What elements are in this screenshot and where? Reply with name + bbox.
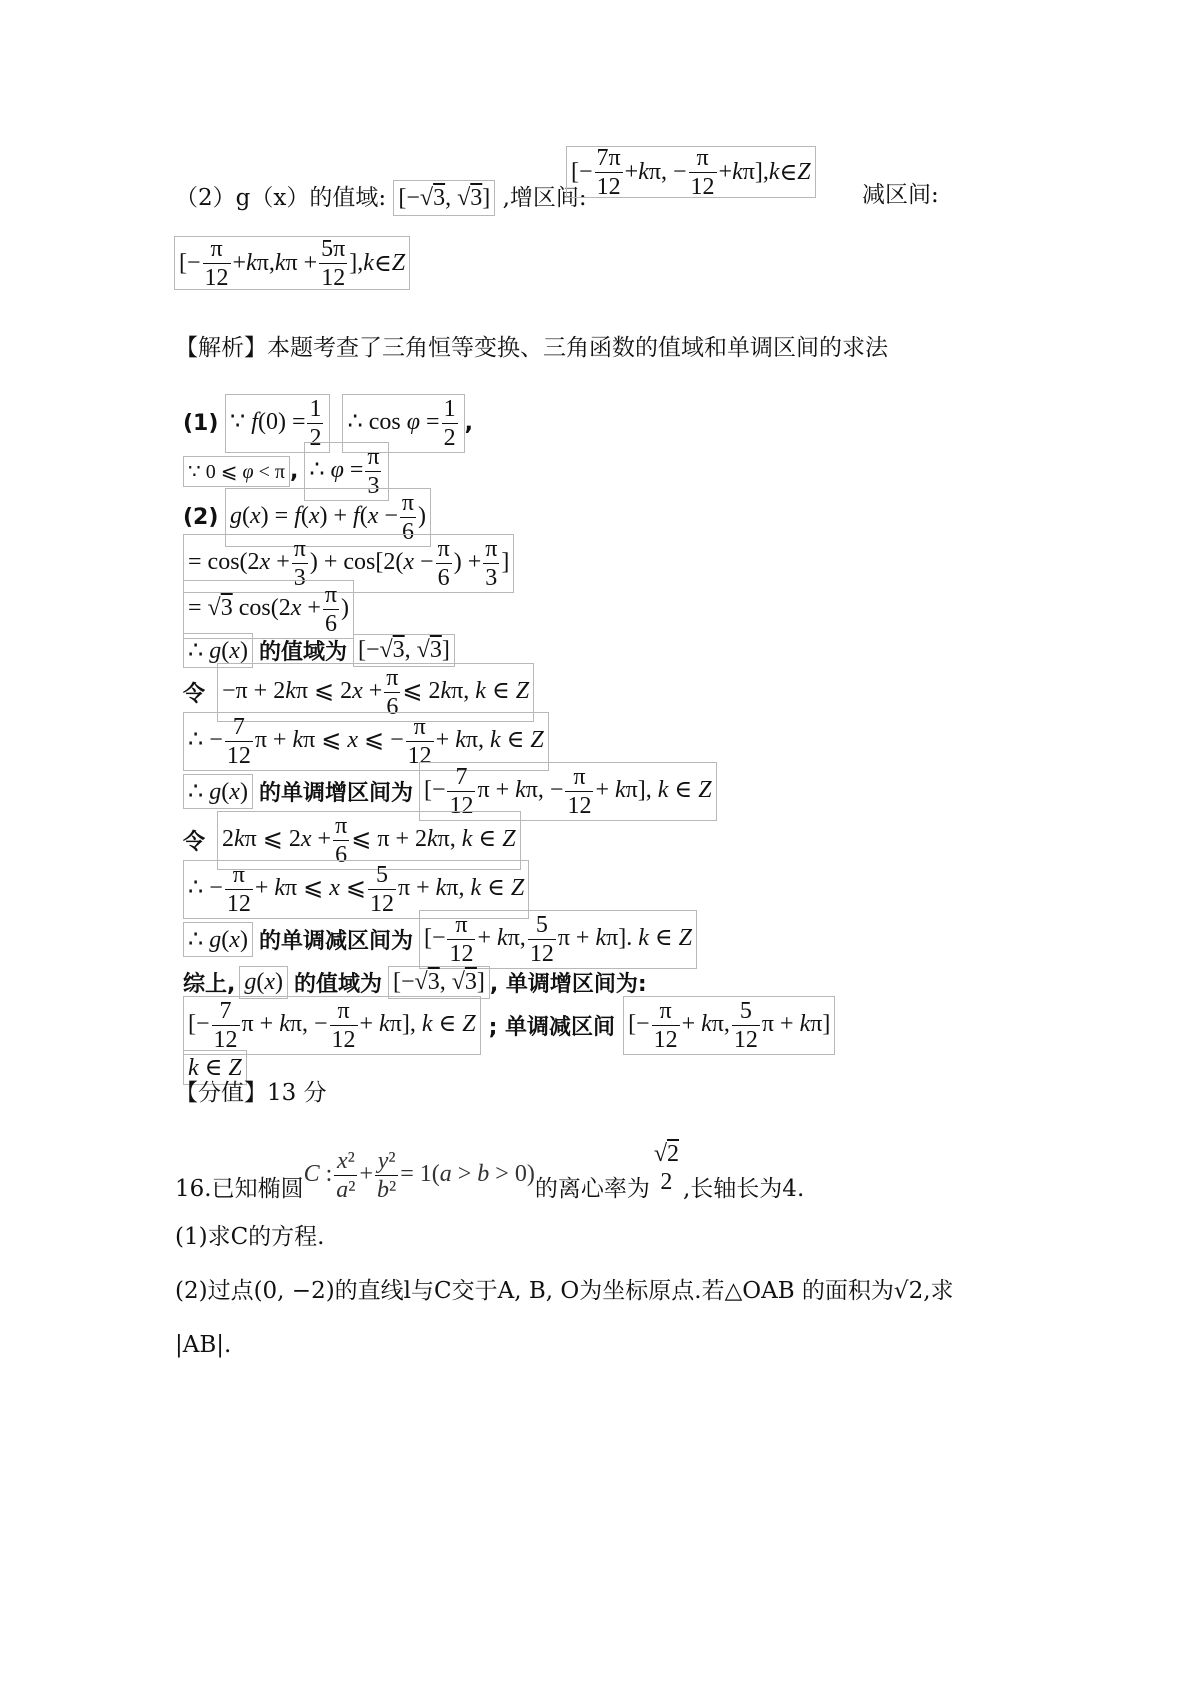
q16-part2: (2)过点(0, −2)的直线l与C交于A, B, O为坐标原点.若△OAB 的面积为√2,求 xyxy=(175,1278,954,1304)
solution-line-12: ∴ g(x) 的单调减区间为 [− $\frac{\pi}{12}$ + kπ, $\frac{5}{12}$ π + kπ]. k ∈ Z xyxy=(183,914,883,964)
inc-label: ,增区间: xyxy=(502,185,587,211)
solution-line-15: k ∈ Z xyxy=(183,1050,883,1084)
dec-interval-box: [− $\frac{\pi}{12}$ + k π, k π + $\frac{5\pi}{12}$ ], k ∈ Z xyxy=(174,236,410,290)
solution-line-4: = cos(2x + $\frac{\pi}{3}$ ) + cos[2(x − $\frac{\pi}{6}$ ) + $\frac{\pi}{3}$ ] xyxy=(183,540,883,586)
solution-line-11: ∴ − $\frac{\pi}{12}$ + kπ ⩽ x ⩽ $\frac{5}{12}$ π + kπ, k ∈ Z xyxy=(183,864,883,914)
solution-line-3: (2) g(x) = f(x) + f(x − $\frac{\pi}{6}$ ) xyxy=(183,494,883,540)
range-label: （2）g（x）的值域: xyxy=(175,185,387,211)
solution-line-14: [− $\frac{7}{12}$ π + kπ, − $\frac{\pi}{12}$ + kπ], k ∈ Z ; 单调减区间 [− $\frac{\pi}{12}$ + kπ, $\frac{5}{12}$ π + kπ] xyxy=(183,1000,883,1050)
solution-line-5: = √3 cos(2x + $\frac{\pi}{6}$ ) xyxy=(183,586,883,632)
analysis-heading: 【解析】本题考查了三角恒等变换、三角函数的值域和单调区间的求法 xyxy=(175,335,888,361)
score: 【分值】13 分 xyxy=(175,1080,327,1106)
analysis-solution xyxy=(183,395,883,1084)
range-box: [−√3, √3] xyxy=(393,180,495,216)
inc-interval-box: [− $\frac{7\pi}{12}$ + k π, − $\frac{\pi}{12}$ + k π], k ∈ Z xyxy=(566,146,816,198)
q16-part2-cont: |AB|. xyxy=(175,1332,232,1358)
q16-stem: 16.已知椭圆 C : $\frac{\text{x²}}{\text{a²}}$ + $\frac{\text{y²}}{\text{b²}}$ = 1(a > b > 0) 的离心率为 √2 2 ,长轴长为4. xyxy=(175,1141,805,1203)
solution-line-8: ∴ − $\frac{7}{12}$ π + kπ ⩽ x ⩽ − $\frac{\pi}{12}$ + kπ, k ∈ Z xyxy=(183,716,883,766)
solution-line-13: 综上, g(x) 的值域为 [−√3, √3] , 单调增区间为: xyxy=(183,964,883,1000)
solution-line-6: ∴ g(x) 的值域为 [−√3, √3] xyxy=(183,632,883,668)
dec-label: 减区间: xyxy=(862,182,939,208)
solution-line-2: ∵ 0 ⩽ φ < π , ∴ φ = $\frac{\pi}{3}$ xyxy=(183,448,883,494)
solution-line-9: ∴ g(x) 的单调增区间为 [− $\frac{7}{12}$ π + kπ, − $\frac{\pi}{12}$ + kπ], k ∈ Z xyxy=(183,766,883,816)
solution-line-1: (1) ∵ f(0) = $\frac{1}{2}$ ∴ cos φ = $\frac{1}{2}$ , xyxy=(183,395,473,451)
solution-line-7: 令 −π + 2kπ ⩽ 2x + $\frac{\pi}{6}$ ⩽ 2kπ, k ∈ Z xyxy=(183,668,883,716)
solution-line-10: 令 2kπ ⩽ 2x + $\frac{\pi}{6}$ ⩽ π + 2kπ, k ∈ Z xyxy=(183,816,883,864)
q16-part1: (1)求C的方程. xyxy=(175,1224,325,1250)
answer-part2-line1 xyxy=(175,180,587,216)
